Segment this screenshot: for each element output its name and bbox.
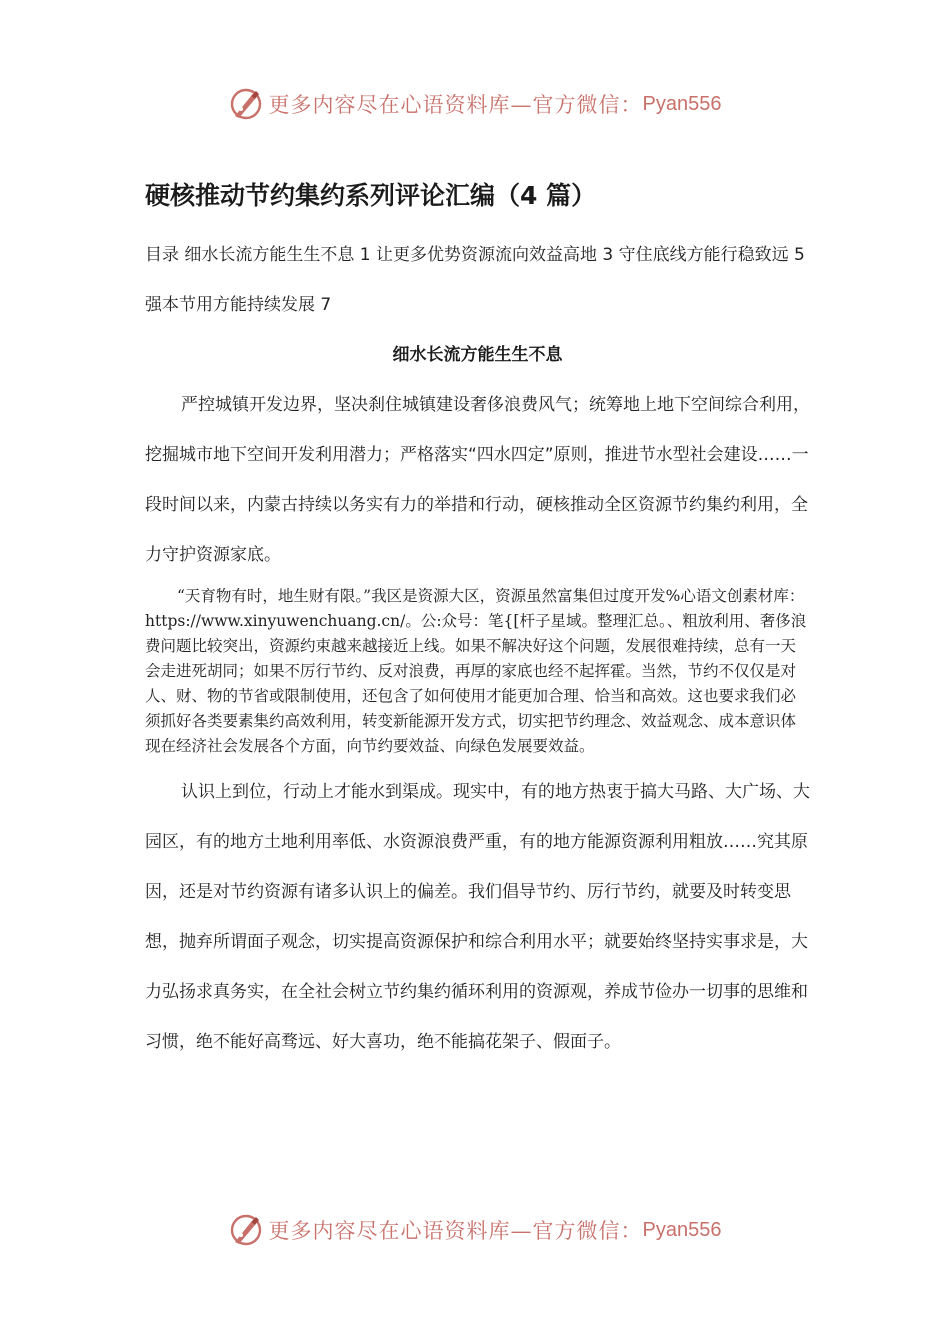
pen-logo-icon <box>229 1213 263 1247</box>
table-of-contents: 目录 细水长流方能生生不息 1 让更多优势资源流向效益高地 3 守住底线方能行稳致远 5 强本节用方能持续发展 7 <box>145 245 805 315</box>
document-body <box>145 170 810 1067</box>
paragraph-3: 认识上到位，行动上才能水到渠成。现实中，有的地方热衷于搞大马路、大广场、大园区，有的地方土地利用率低、水资源浪费严重，有的地方能源资源利用粗放……究其原因，还是对节约资源有诸多认识上的偏差。我们倡导节约、厉行节约，就要及时转变思想，抛弃所谓面子观念，切实提高资源保护和综合利用水平；就要始终坚持实事求是，大力弘扬求真务实，在全社会树立节约集约循环利用的资源观，养成节俭办一切事的思维和习惯，绝不能好高骛远、好大喜功，绝不能搞花架子、假面子。 <box>145 782 810 1052</box>
document-title: 硬核推动节约集约系列评论汇编（4 篇） <box>145 181 597 210</box>
banner-text: 更多内容尽在心语资料库—官方微信： <box>268 93 643 117</box>
banner-wechat-id: Pyan556 <box>642 92 722 115</box>
banner-wechat-id: Pyan556 <box>642 1218 722 1241</box>
paragraph-2: “天育物有时，地生财有限。”我区是资源大区，资源虽然富集但过度开发%心语文创素材库：https://www.xinyuwenchuang.cn/。公:众号：笔{[杆子星域。整理汇总。、粗放利用、奢侈浪费问题比较突出，资源约束越来越接近上线。如果不解决好这个问题，发展很难持续，总有一天会走进死胡同；如果不厉行节约、反对浪费，再厚的家底也经不起挥霍。当然，节约不仅仅是对人、财、物的节省或限制使用，还包含了如何使用才能更加合理、恰当和高效。这也要求我们必须抓好各类要素集约高效利用，转变新能源开发方式，切实把节约理念、效益观念、成本意识体现在经济社会发展各个方面，向节约要效益、向绿色发展要效益。 <box>145 587 807 755</box>
banner-text: 更多内容尽在心语资料库—官方微信： <box>268 1219 643 1243</box>
pen-logo-icon <box>229 87 263 121</box>
header-banner <box>0 84 950 124</box>
section-title: 细水长流方能生生不息 <box>392 345 563 365</box>
paragraph-1: 严控城镇开发边界，坚决刹住城镇建设奢侈浪费风气；统筹地上地下空间综合利用，挖掘城市地下空间开发利用潜力；严格落实“四水四定”原则，推进节水型社会建设……一段时间以来，内蒙古持续以务实有力的举措和行动，硬核推动全区资源节约集约利用，全力守护资源家底。 <box>145 395 810 565</box>
footer-banner <box>0 1210 950 1250</box>
